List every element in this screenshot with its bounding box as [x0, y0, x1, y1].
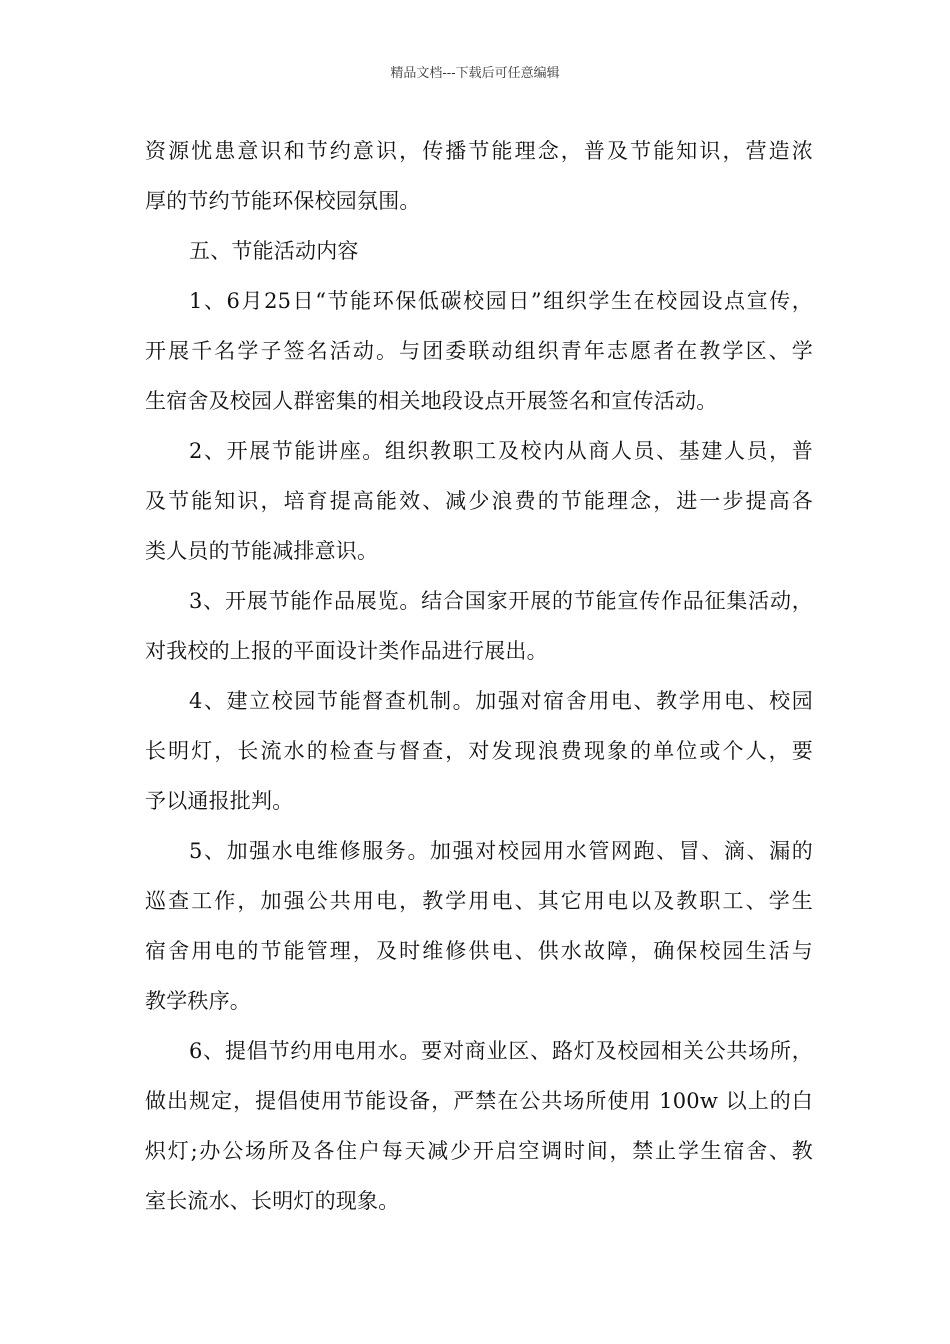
text-line: 2、开展节能讲座。组织教职工及校内从商人员、基建人员，普 — [189, 439, 813, 463]
text-line: 厚的节约节能环保校园氛围。 — [145, 189, 421, 213]
text-line: 5、加强水电维修服务。加强对校园用水管网跑、冒、滴、漏的 — [189, 839, 813, 863]
text-line: 予以通报批判。 — [145, 789, 294, 813]
page-header: 精品文档---下载后可任意编辑 — [390, 66, 560, 81]
text-line: 及节能知识，培育提高能效、减少浪费的节能理念，进一步提高各 — [145, 489, 813, 513]
text-line: 炽灯;办公场所及各住户每天减少开启空调时间，禁止学生宿舍、教 — [145, 1139, 813, 1163]
text-line: 类人员的节能减排意识。 — [145, 539, 379, 563]
text-line: 对我校的上报的平面设计类作品进行展出。 — [145, 639, 548, 663]
text-line: 室长流水、长明灯的现象。 — [145, 1189, 400, 1213]
text-line: 巡查工作，加强公共用电，教学用电、其它用电以及教职工、学生 — [145, 889, 813, 913]
text-line: 3、开展节能作品展览。结合国家开展的节能宣传作品征集活动， — [189, 589, 813, 613]
text-line: 宿舍用电的节能管理，及时维修供电、供水故障，确保校园生活与 — [145, 939, 813, 963]
text-line: 长明灯，长流水的检查与督查，对发现浪费现象的单位或个人，要 — [145, 739, 813, 763]
text-line: 资源忧患意识和节约意识，传播节能理念，普及节能知识，营造浓 — [145, 139, 813, 163]
text-line: 1、6月25日“节能环保低碳校园日”组织学生在校园设点宣传， — [189, 289, 813, 313]
document-body — [145, 126, 813, 1226]
text-line: 开展千名学子签名活动。与团委联动组织青年志愿者在教学区、学 — [145, 339, 813, 363]
text-line: 教学秩序。 — [145, 989, 251, 1013]
text-line: 4、建立校园节能督查机制。加强对宿舍用电、教学用电、校园 — [189, 689, 813, 713]
text-line: 6、提倡节约用电用水。要对商业区、路灯及校园相关公共场所， — [189, 1039, 813, 1063]
text-line: 五、节能活动内容 — [189, 239, 359, 263]
text-line: 做出规定，提倡使用节能设备，严禁在公共场所使用 100w 以上的白 — [145, 1089, 813, 1113]
text-line: 生宿舍及校园人群密集的相关地段设点开展签名和宣传活动。 — [145, 389, 718, 413]
